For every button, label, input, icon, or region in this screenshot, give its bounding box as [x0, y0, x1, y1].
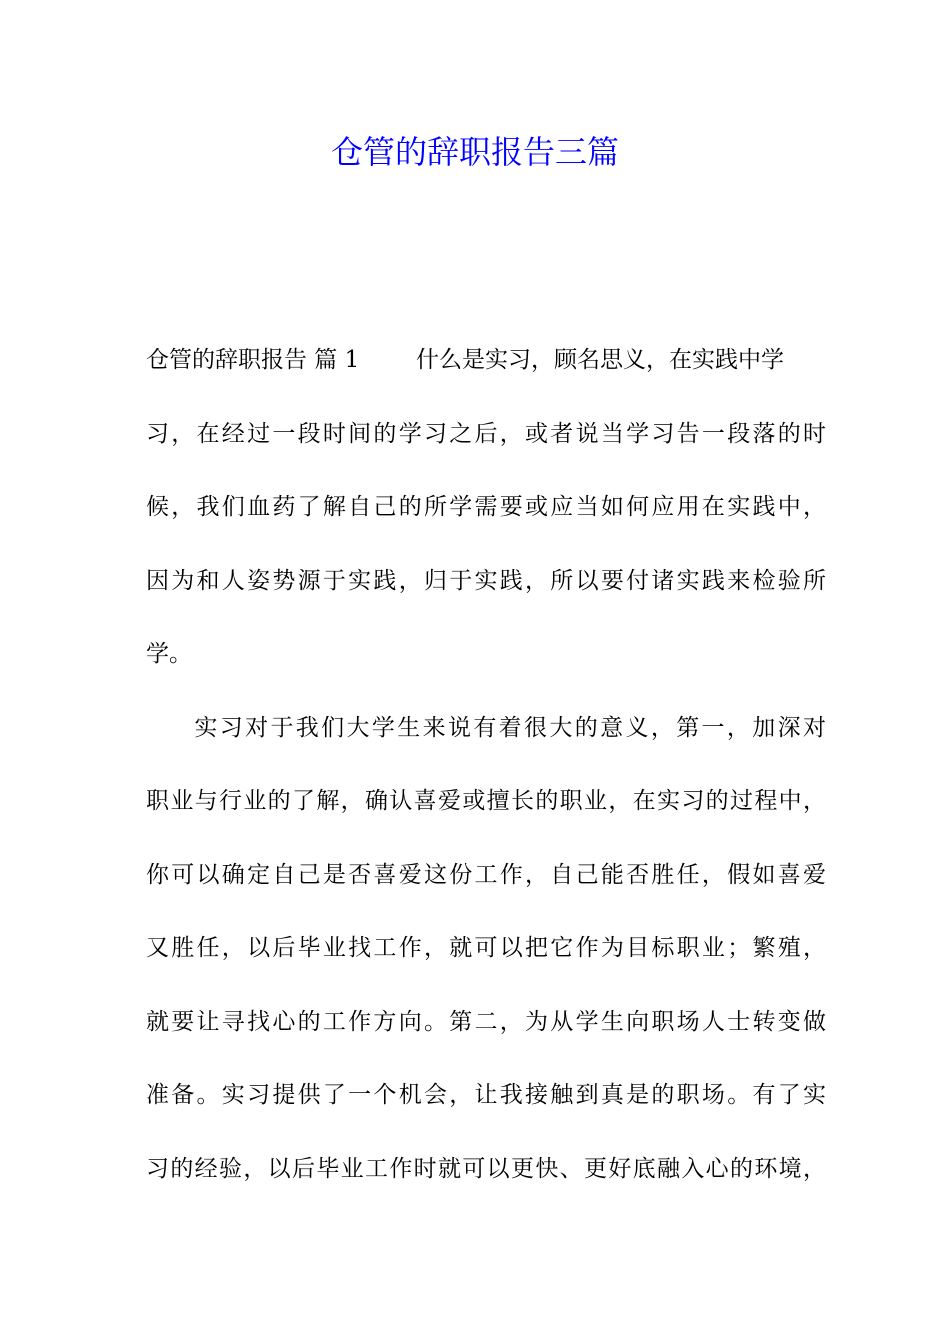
paragraph-1-line-2: 习，在经过一段时间的学习之后，或者说当学习告一段落的时 [146, 420, 826, 447]
paragraph-text: 实习对于我们大学生来说有着很大的意义，第一，加深对 [192, 714, 826, 741]
paragraph-1-line-1 [146, 330, 826, 404]
paragraph-2-line-1 [146, 698, 826, 772]
paragraph-2-line-2: 职业与行业的了解，确认喜爱或擅长的职业，在实习的过程中， [146, 788, 826, 814]
paragraph-2-line-7: 习的经验，以后毕业工作时就可以更快、更好底融入心的环境， [146, 1155, 826, 1182]
section-heading: 仓管的辞职报告 篇 1 [146, 347, 360, 373]
paragraph-text: 什么是实习，顾名思义，在实践中学 [416, 347, 784, 373]
document-body [146, 330, 826, 1212]
paragraph-1-line-4: 因为和人姿势源于实践，归于实践，所以要付诸实践来检验所 [146, 567, 826, 594]
paragraph-2-line-6: 准备。实习提供了一个机会，让我接触到真是的职场。有了实 [146, 1082, 826, 1108]
paragraph-2-line-5: 就要让寻找心的工作方向。第二，为从学生向职场人士转变做 [146, 1008, 826, 1035]
paragraph-1-line-3: 候，我们血药了解自己的所学需要或应当如何应用在实践中， [146, 494, 826, 520]
document-title: 仓管的辞职报告三篇 [330, 133, 619, 171]
paragraph-2-line-3: 你可以确定自己是否喜爱这份工作，自己能否胜任，假如喜爱 [146, 861, 826, 888]
paragraph-2-line-4: 又胜任，以后毕业找工作，就可以把它作为目标职业；繁殖， [146, 935, 826, 961]
paragraph-1-line-5: 学。 [146, 641, 192, 667]
